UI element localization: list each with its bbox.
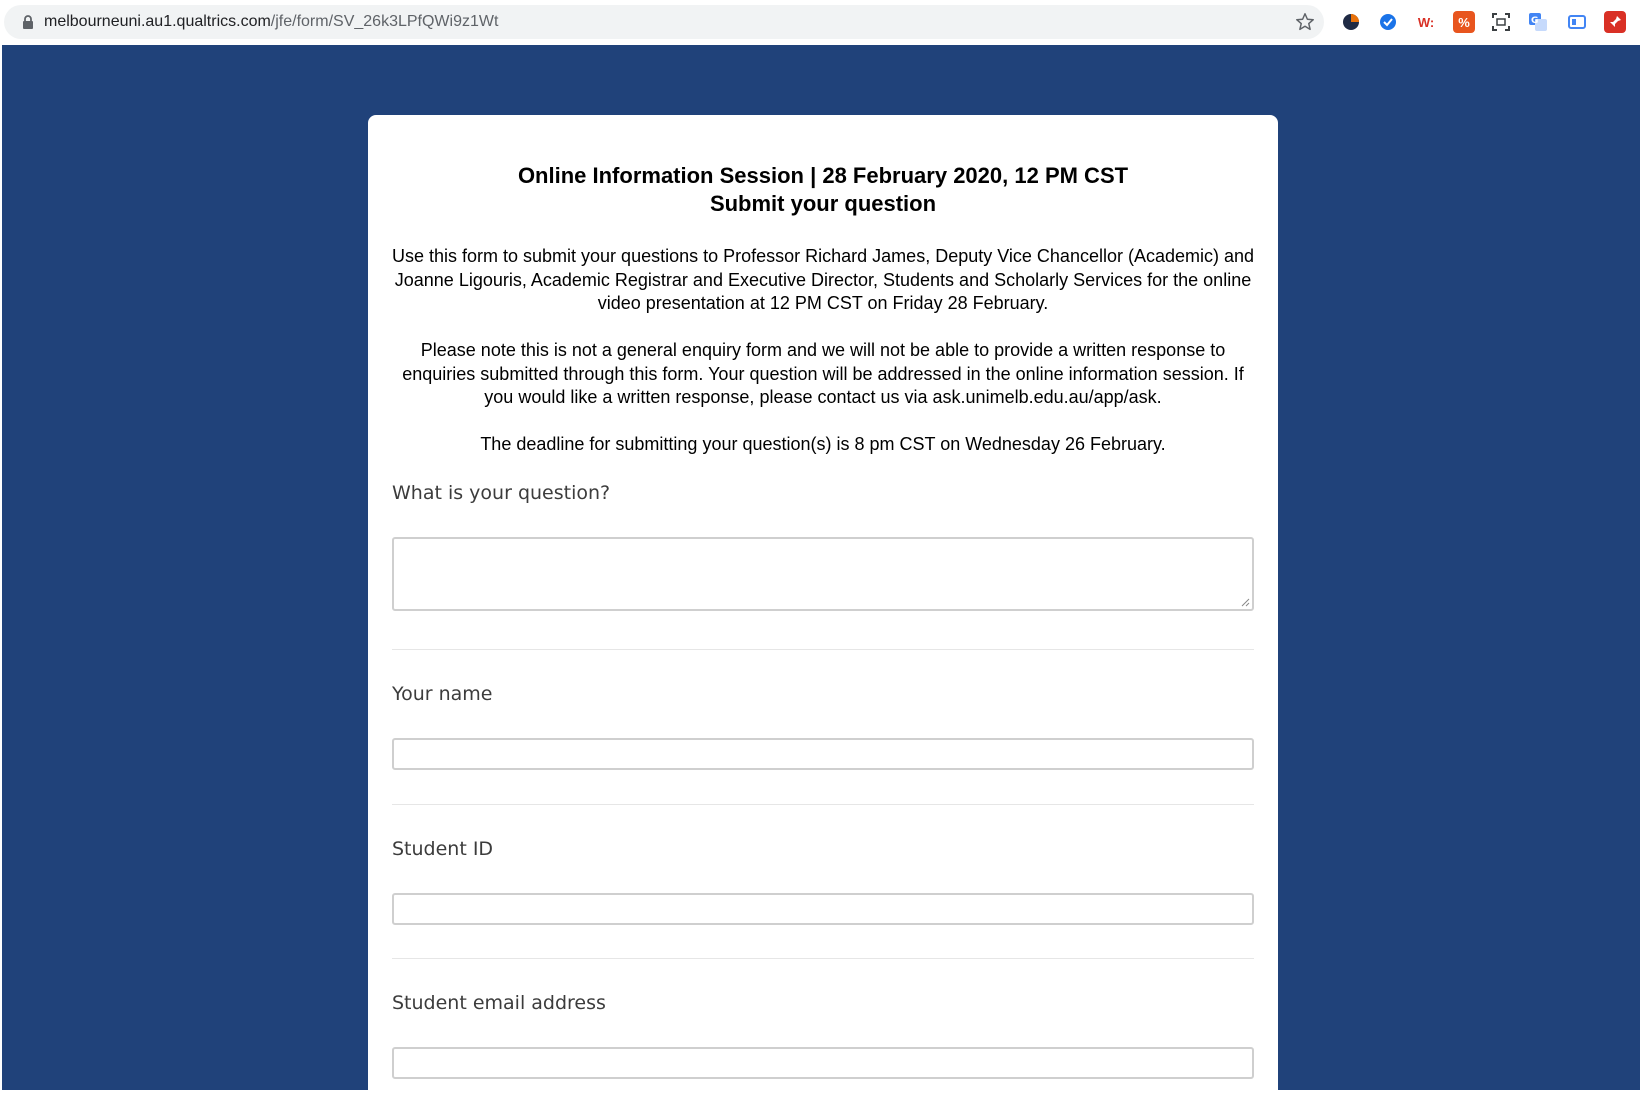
ext-screenshot-icon[interactable]	[1490, 11, 1512, 33]
lock-icon[interactable]	[20, 14, 36, 30]
page-title: Online Information Session | 28 February 2020, 12 PM CST	[517, 163, 1129, 188]
deadline-text: The deadline for submitting your question(s) is 8 pm CST on Wednesday 26 February.	[480, 434, 1166, 454]
svg-text:G: G	[1531, 16, 1539, 26]
question-textarea[interactable]	[392, 537, 1254, 611]
page-subtitle: Submit your question	[709, 191, 937, 216]
page-background	[2, 45, 1640, 1090]
url-text[interactable]	[44, 13, 498, 31]
url-host: melbourneuni.au1.qualtrics.com	[44, 13, 271, 30]
note-line: enquiries submitted through this form. Your question will be addressed in the online information session. If	[402, 363, 1244, 384]
intro-line: Joanne Ligouris, Academic Registrar and Executive Director, Students and Scholarly Services for the online	[394, 269, 1252, 290]
name-label: Your name	[392, 683, 493, 705]
note-line: you would like a written response, please contact us via ask.unimelb.edu.au/app/ask.	[484, 387, 1162, 407]
name-input[interactable]	[392, 738, 1254, 770]
student-id-label: Student ID	[392, 838, 494, 860]
divider	[392, 649, 1254, 650]
divider	[392, 958, 1254, 959]
student-email-label: Student email address	[392, 992, 606, 1014]
note-line: Please note this is not a general enquiry form and we will not be able to provide a written response to	[420, 340, 1226, 360]
divider	[392, 804, 1254, 805]
resize-handle-icon[interactable]	[1240, 597, 1250, 607]
ext-orb-icon[interactable]	[1340, 11, 1362, 33]
student-id-input[interactable]	[392, 893, 1254, 925]
ext-w-icon[interactable]: W:	[1417, 14, 1435, 30]
browser-toolbar	[0, 0, 1640, 45]
bookmark-star-icon[interactable]	[1294, 11, 1316, 33]
ext-pin-icon[interactable]	[1604, 11, 1626, 33]
url-path: /jfe/form/SV_26k3LPfQWi9z1Wt	[270, 13, 499, 30]
ext-translate-icon[interactable]	[1527, 11, 1549, 33]
intro-line: Use this form to submit your questions to Professor Richard James, Deputy Vice Chancellor (Academic) and	[391, 246, 1255, 266]
survey-card	[368, 115, 1278, 1115]
intro-line: video presentation at 12 PM CST on Friday 28 February.	[597, 293, 1049, 313]
student-email-input[interactable]	[392, 1047, 1254, 1079]
address-bar[interactable]	[4, 5, 1324, 39]
ext-percent-icon[interactable]: %	[1453, 11, 1475, 33]
ext-reader-icon[interactable]	[1566, 11, 1588, 33]
question-label: What is your question?	[392, 482, 611, 504]
ext-check-icon[interactable]	[1377, 11, 1399, 33]
